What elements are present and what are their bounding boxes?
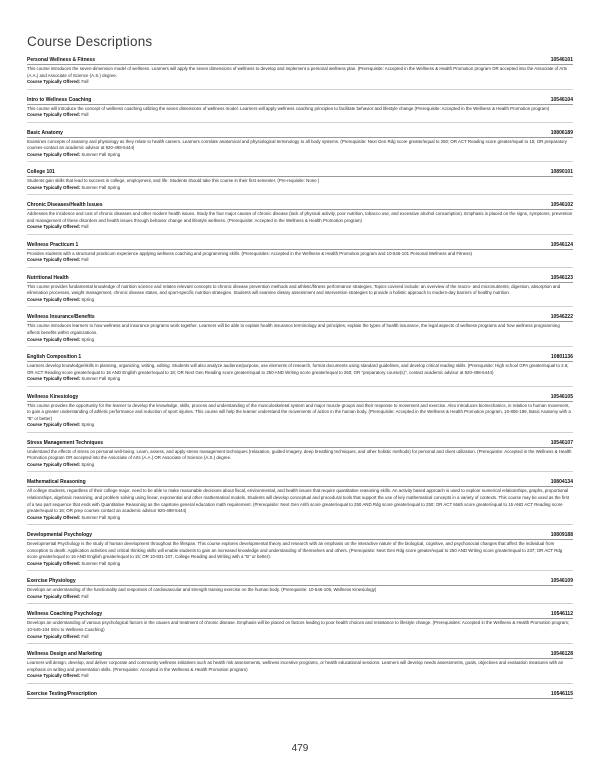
course-entry — [27, 169, 573, 195]
offered-value: Fall — [81, 673, 89, 679]
course-offered — [27, 376, 573, 382]
course-code: 10546128 — [550, 650, 573, 657]
course-description: Understand the effects of stress on personal well-being. Learn, assess, and apply stress management techniques (relaxation, guided imagery, deep breathing techniques, and other holistic methods) for personal and client utilization. (Prerequisite: Accepted in the Wellness & Health Promotion program OR accepted into the Associate of Arts (A.A.) OR Associate of Science (A.S.) degree. — [27, 448, 572, 461]
offered-label: Course Typically Offered: — [27, 673, 81, 679]
course-name: Nutritional Health — [27, 274, 69, 281]
course-offered — [27, 634, 573, 640]
offered-value: Fall — [81, 224, 89, 230]
course-entry — [27, 651, 573, 684]
course-entry — [27, 394, 573, 433]
course-code: 10546104 — [550, 96, 573, 103]
course-code: 10546101 — [550, 57, 573, 63]
course-name: Wellness Kinesiology — [27, 393, 79, 400]
course-offered — [27, 462, 573, 468]
course-code: 10546109 — [550, 578, 573, 585]
course-code: 10546115 — [551, 690, 573, 697]
offered-value: Fall — [81, 633, 89, 639]
course-code: 10546124 — [550, 241, 573, 248]
course-entry — [27, 314, 573, 347]
offered-label: Course Typically Offered: — [27, 79, 81, 85]
offered-label: Course Typically Offered: — [27, 376, 81, 382]
offered-label: Course Typically Offered: — [27, 422, 81, 428]
course-offered — [27, 79, 573, 85]
course-code: 10809188 — [550, 532, 573, 539]
course-description: Learners will design, develop, and deliver corporate and community wellness initiatives such as health risk assessments, wellness incentive programs, or health educational sessions. Learners will develop needs assessments, goals, objectives and evaluation measures with an emphasis on writing and presentation skills. (Prerequisite: Accepted in the Wellness & Health Promotion program) — [27, 659, 564, 672]
course-header — [27, 57, 573, 65]
offered-value: Spring — [81, 336, 95, 342]
course-code: 10546123 — [550, 274, 573, 281]
course-code: 10804134 — [550, 479, 573, 486]
course-entry — [27, 532, 573, 571]
offered-label: Course Typically Offered: — [27, 112, 81, 118]
course-header — [27, 651, 573, 659]
course-offered — [27, 422, 573, 428]
course-name: English Composition 1 — [27, 353, 82, 360]
course-header — [27, 314, 573, 322]
course-header — [27, 275, 573, 283]
offered-value: Fall — [81, 257, 89, 263]
course-entry — [27, 578, 573, 604]
offered-label: Course Typically Offered: — [27, 633, 81, 639]
course-code: 10546222 — [550, 314, 573, 321]
offered-label: Course Typically Offered: — [27, 593, 81, 599]
offered-value: Summer Fall Spring — [81, 184, 121, 190]
course-description: Provides students with a structured practicum experience applying wellness coaching and programming skills. (Prerequisites: Accepted in the Wellness & Health Promotion program and 10-546-101 Personal Wellness and Fitness) — [27, 250, 472, 256]
course-header — [27, 354, 573, 362]
offered-label: Course Typically Offered: — [27, 296, 81, 302]
offered-label: Course Typically Offered: — [27, 184, 81, 190]
offered-label: Course Typically Offered: — [27, 560, 81, 566]
course-entry — [27, 611, 573, 644]
course-entry — [27, 440, 573, 473]
course-offered — [27, 297, 573, 303]
course-offered — [27, 561, 573, 567]
course-code: 10546107 — [550, 439, 573, 446]
offered-value: Fall — [81, 593, 89, 599]
course-description: Examines concepts of anatomy and physiology as they relate to health careers. Learners correlate anatomical and physiological terminology to all body systems. (Prerequisite: Next Gen Rdg score greater/equal to 250; OR ACT Reading score greater/equal to 15; OR preparatory courses-contact an academic advisor at 920-498-5444) — [27, 138, 568, 151]
course-offered — [27, 515, 573, 521]
course-name: Stress Management Techniques — [27, 439, 104, 446]
course-header — [27, 130, 573, 138]
course-entry — [27, 97, 573, 123]
page-content — [27, 34, 573, 710]
course-description: All college students, regardless of their college major, need to be able to make reasonable decisions about fiscal, environmental, and health issues that require quantitative reasoning skills. An activity based approach is used to explore numerical relationships, graphs, proportional relationships, algebraic reasoning, and problem solving using linear, exponential and other mathematical models. Students will develop conceptual and procedural tools that support the use of key mathematical concepts in a variety of contexts. This course may be used as the first of a two part sequence that ends with Quantitative Reasoning as the capstone general education math requirement. (Prerequisite: Next Gen Arith score greater/equal to 250 AND Rdg score greater/equal to 250; OR ACT Math score greater/equal to 15 AND ACT Reading score greater/equal to 16; OR prep courses contact an academic advisor 920-498-5444) — [27, 488, 569, 514]
course-description: Develops an understanding of various psychological factors in the causes and treatment of chronic disease. Emphasis will be placed on factors leading to poor health choices and resistance to lifestyle change. (Prerequisites: Accepted in the Wellness & Health Promotion program; 10-546-104 Intro to Wellness Coaching) — [27, 620, 570, 632]
course-header — [27, 691, 573, 699]
course-name: Wellness Practicum 1 — [27, 241, 79, 248]
course-description: This course will introduce the concept of wellness coaching utilizing the seven dimensions of wellness model. Learners will apply wellness coaching principles to facilitate behavior and lifestyle change (Prerequisite: Accepted in the Wellness & Health Promotion program) — [27, 105, 550, 111]
course-code: 10546112 — [551, 611, 573, 618]
course-header — [27, 578, 573, 586]
page-title: Course Descriptions — [27, 34, 153, 49]
offered-value: Spring — [81, 296, 95, 302]
course-offered — [27, 257, 573, 263]
course-header — [27, 202, 573, 210]
course-name: Mathematical Reasoning — [27, 479, 86, 486]
course-offered — [27, 185, 573, 191]
course-description: Addresses the incidence and cost of chronic diseases and other modern health issues. Study the four major causes of chronic disease (lack of physical activity, poor nutrition, tobacco use, and excessive alcohol consumption). Emphasis is placed on the signs, symptoms, prevention and management of these disorders and health issues through behavior change and lifestyle wellness. (Prerequisite: Accepted in the Wellness & Health Promotion program) — [27, 211, 573, 223]
course-header — [27, 169, 573, 177]
page-number: 479 — [291, 743, 309, 754]
offered-value: Fall — [81, 112, 89, 118]
offered-value: Spring — [81, 461, 95, 467]
course-name: Exercise Testing/Prescription — [27, 690, 97, 697]
course-description: This course introduces the seven-dimension model of wellness. Learners will apply the seven dimensions of wellness to develop and implement a personal wellness plan. (Prerequisite: Accepted in the Wellness & Health Promotion program OR accepted into the Associate of Arts (A.A.) and Associate of Science (A.S.) degree. — [27, 66, 568, 78]
course-entry — [27, 57, 573, 90]
offered-label: Course Typically Offered: — [27, 336, 81, 342]
course-name: Exercise Physiology — [27, 578, 76, 585]
course-entry — [27, 354, 573, 387]
course-code: 10890101 — [550, 169, 573, 176]
course-header — [27, 97, 573, 105]
course-description: Learners develop knowledge/skills in planning, organizing, writing, editing. Students will also analyze audience/purpose, use elements of research, format documents using standard guidelines, and develop critical reading skills. (Prerequisite: High school GPA greater/equal to 2.6; OR ACT Reading score greater/equal to 16 AND English greater/equal to 18; OR Next Gen Reading score greater/equal to 250 AND Writing score greater/equal to 260; OR "preparatory course(s)", contact academic advisor at 920-498-5444) — [27, 362, 569, 375]
course-entry — [27, 479, 573, 525]
course-name: Intro to Wellness Coaching — [27, 96, 92, 103]
course-description: Students gain skills that lead to success in college, employment, and life. Students should take this course in their first semester. (Pre-requisite: None ) — [27, 178, 320, 184]
course-offered — [27, 594, 573, 600]
course-name: College 101 — [27, 169, 55, 176]
course-code: 10806189 — [550, 129, 573, 136]
course-entry — [27, 275, 573, 308]
course-entry — [27, 242, 573, 268]
offered-label: Course Typically Offered: — [27, 514, 81, 520]
course-description: Develops an understanding of the functionality and responses of cardiovascular and strength training exercise on the human body. (Prerequisite: 10-546-105, Wellness Kinesiology) — [27, 587, 377, 593]
course-header — [27, 394, 573, 402]
course-description: This course provides the opportunity for the learner to develop the knowledge, skills, process and understanding of the musculoskeletal system and major muscle groups and their response to movement and exercise. Also introduces biomechanics, in relation to human movement, to gain a greater understanding of athletic performance and reduction of sport injuries. This course will help the learner understand the movements of action in the human body. (Prerequisite: Accepted in the Wellness & Health Promotion program, 10-806-189, Basic Anatomy with a "B" or better) — [27, 402, 571, 421]
course-offered — [27, 152, 573, 158]
course-entry — [27, 691, 573, 703]
offered-value: Fall — [81, 79, 89, 85]
offered-value: Spring — [81, 422, 95, 428]
course-name: Wellness Insurance/Benefits — [27, 314, 95, 321]
course-name: Wellness Design and Marketing — [27, 650, 102, 657]
offered-value: Summer Fall Spring — [81, 560, 121, 566]
offered-label: Course Typically Offered: — [27, 461, 81, 467]
course-entry — [27, 130, 573, 163]
course-header — [27, 532, 573, 540]
course-header — [27, 440, 573, 448]
offered-value: Summer Fall Spring — [81, 151, 121, 157]
course-description: This course provides fundamental knowledge of nutrition science and relates relevant concepts to chronic disease prevention methods and athletic/fitness performance strategies. Topics covered include: an overview of the macro- and micronutrients, digestion, absorption and elimination processes, weight management, chronic disease states, and sport-specific nutrition strategies. Students will examine dietary assessment and intervention strategies to provide a holistic approach to modern-day barriers of healthy nutrition. — [27, 283, 561, 296]
offered-label: Course Typically Offered: — [27, 151, 81, 157]
course-description: Developmental Psychology is the study of human development throughout the lifespan. This course explores developmental theory and research with an emphasis on the interactive nature of the biological, cognitive, and psychosocial changes that affect the individual from conception to death. Application activities and critical thinking skills will enable students to gain an increased knowledge and understanding of themselves and others. (Prerequisite: Next Gen Rdg score greater/equal to 250 AND Writing score greater/equal to 237; OR ACT Rdg score greater/equal to 16 AND English greater/equal to 15; OR 10-831-107, College Reading and Writing with a "B" or better). — [27, 541, 563, 560]
offered-value: Summer Fall Spring — [81, 514, 121, 520]
course-name: Personal Wellness & Fitness — [27, 57, 95, 63]
course-name: Wellness Coaching Psychology — [27, 611, 103, 618]
course-name: Basic Anatomy — [27, 129, 63, 136]
course-code: 10546102 — [550, 202, 573, 209]
offered-value: Summer Fall Spring — [81, 376, 121, 382]
course-list — [27, 57, 573, 703]
course-name: Chronic Diseases/Health Issues — [27, 202, 103, 209]
course-offered — [27, 337, 573, 343]
course-offered — [27, 673, 573, 679]
course-header — [27, 479, 573, 487]
course-offered — [27, 224, 573, 230]
course-description: This course introduces learners to how wellness and insurance programs work together. Learners will be able to explain health insurance terminology and principles, explain the types of health insurance, the legal aspects of wellness programs and how wellness programming affects benefits within organizations. — [27, 323, 560, 335]
course-entry — [27, 202, 573, 235]
course-code: 10801136 — [551, 353, 573, 360]
offered-label: Course Typically Offered: — [27, 257, 81, 263]
course-code: 10546105 — [550, 393, 573, 400]
course-header — [27, 242, 573, 250]
course-name: Developmental Psychology — [27, 532, 93, 539]
course-header — [27, 611, 573, 619]
course-offered — [27, 112, 573, 118]
offered-label: Course Typically Offered: — [27, 224, 81, 230]
